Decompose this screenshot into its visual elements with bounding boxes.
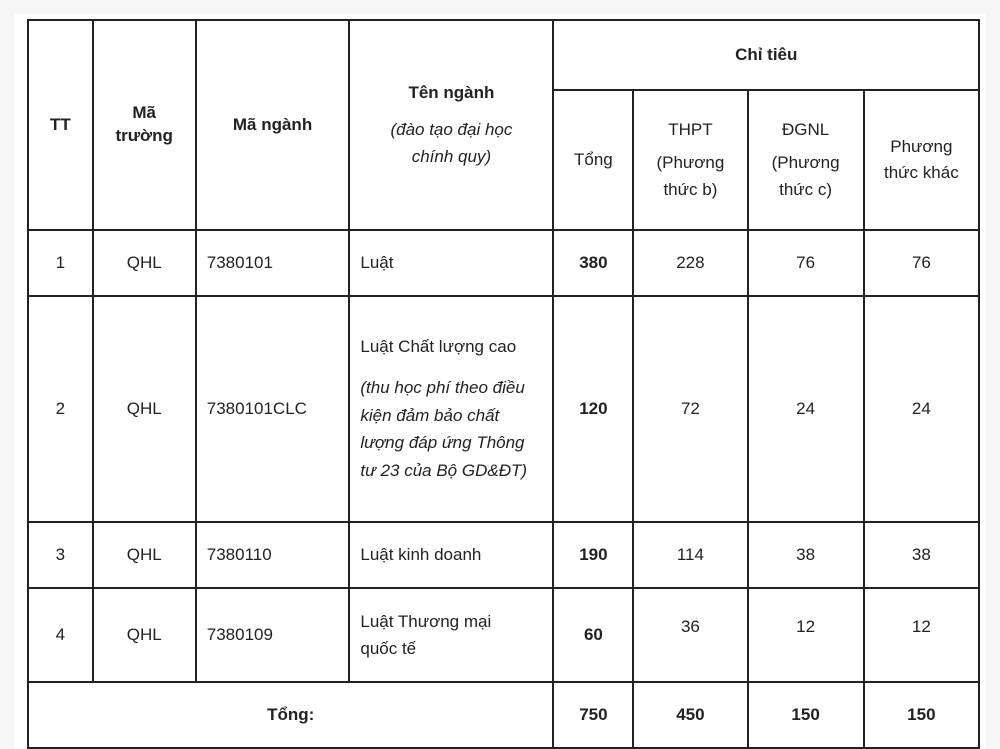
cell-ma-truong: QHL [93, 588, 196, 682]
cell-tt: 4 [28, 588, 93, 682]
cell-khac: 76 [864, 230, 979, 296]
cell-tt: 3 [28, 522, 93, 588]
cell-ten-nganh [349, 588, 553, 682]
admission-quota-table [27, 19, 980, 749]
cell-ma-truong: QHL [93, 296, 196, 522]
cell-ma-truong: QHL [93, 522, 196, 588]
header-khac [864, 90, 979, 230]
cell-khac: 38 [864, 522, 979, 588]
cell-ma-nganh: 7380101CLC [196, 296, 350, 522]
cell-ma-nganh: 7380110 [196, 522, 350, 588]
cell-khac-text: 12 [911, 616, 931, 636]
header-tong: Tổng [553, 90, 633, 230]
cell-dgnl [748, 588, 864, 682]
cell-tt: 2 [28, 296, 93, 522]
total-dgnl: 150 [748, 682, 864, 748]
cell-khac [864, 588, 979, 682]
header-tt: TT [28, 20, 93, 230]
total-khac: 150 [864, 682, 979, 748]
total-tong: 750 [553, 682, 633, 748]
cell-thpt: 72 [633, 296, 747, 522]
cell-ten-nganh-text: Luật Thương mại quốc tế [360, 611, 492, 658]
header-chi-tieu: Chỉ tiêu [553, 20, 979, 90]
cell-dgnl-text: 12 [796, 616, 816, 636]
cell-tong: 380 [553, 230, 633, 296]
cell-thpt: 228 [633, 230, 747, 296]
header-ten-nganh-title: Tên ngành [408, 82, 495, 102]
cell-thpt: 114 [633, 522, 747, 588]
document-sheet [14, 14, 986, 749]
table-row [28, 296, 979, 522]
total-row [28, 682, 979, 748]
header-row-top [28, 20, 979, 90]
header-thpt-title: THPT [668, 119, 713, 139]
cell-khac: 24 [864, 296, 979, 522]
header-ma-truong-text: Mã trường [115, 103, 173, 145]
cell-ma-nganh: 7380101 [196, 230, 350, 296]
header-dgnl-note: (Phương thức c) [771, 152, 840, 200]
cell-tong: 120 [553, 296, 633, 522]
cell-thpt-text: 36 [680, 616, 700, 636]
header-dgnl-title: ĐGNL [781, 119, 830, 139]
cell-ten-nganh: Luật [349, 230, 553, 296]
header-ten-nganh [349, 20, 553, 230]
header-dgnl [748, 90, 864, 230]
total-label: Tổng: [28, 682, 553, 748]
header-thpt-note: (Phương thức b) [656, 152, 725, 200]
cell-ten-nganh [349, 296, 553, 522]
cell-tt: 1 [28, 230, 93, 296]
table-row [28, 522, 979, 588]
header-ma-truong [93, 20, 196, 230]
cell-dgnl: 38 [748, 522, 864, 588]
total-thpt: 450 [633, 682, 747, 748]
cell-tong: 60 [553, 588, 633, 682]
header-thpt [633, 90, 747, 230]
cell-ten-nganh-title: Luật Chất lượng cao [360, 336, 517, 356]
cell-tong: 190 [553, 522, 633, 588]
table-row [28, 588, 979, 682]
cell-thpt [633, 588, 747, 682]
cell-ma-truong: QHL [93, 230, 196, 296]
header-ten-nganh-note: (đào tạo đại học chính quy) [390, 119, 513, 167]
cell-dgnl: 24 [748, 296, 864, 522]
header-khac-text: Phương thức khác [884, 136, 959, 182]
table-row [28, 230, 979, 296]
cell-ten-nganh: Luật kinh doanh [349, 522, 553, 588]
cell-ten-nganh-note: (thu học phí theo điều kiện đảm bảo chất lượng đáp ứng Thông tư 23 của Bộ GD&ĐT) [360, 378, 528, 480]
cell-dgnl: 76 [748, 230, 864, 296]
cell-ma-nganh: 7380109 [196, 588, 350, 682]
header-ma-nganh: Mã ngành [196, 20, 350, 230]
